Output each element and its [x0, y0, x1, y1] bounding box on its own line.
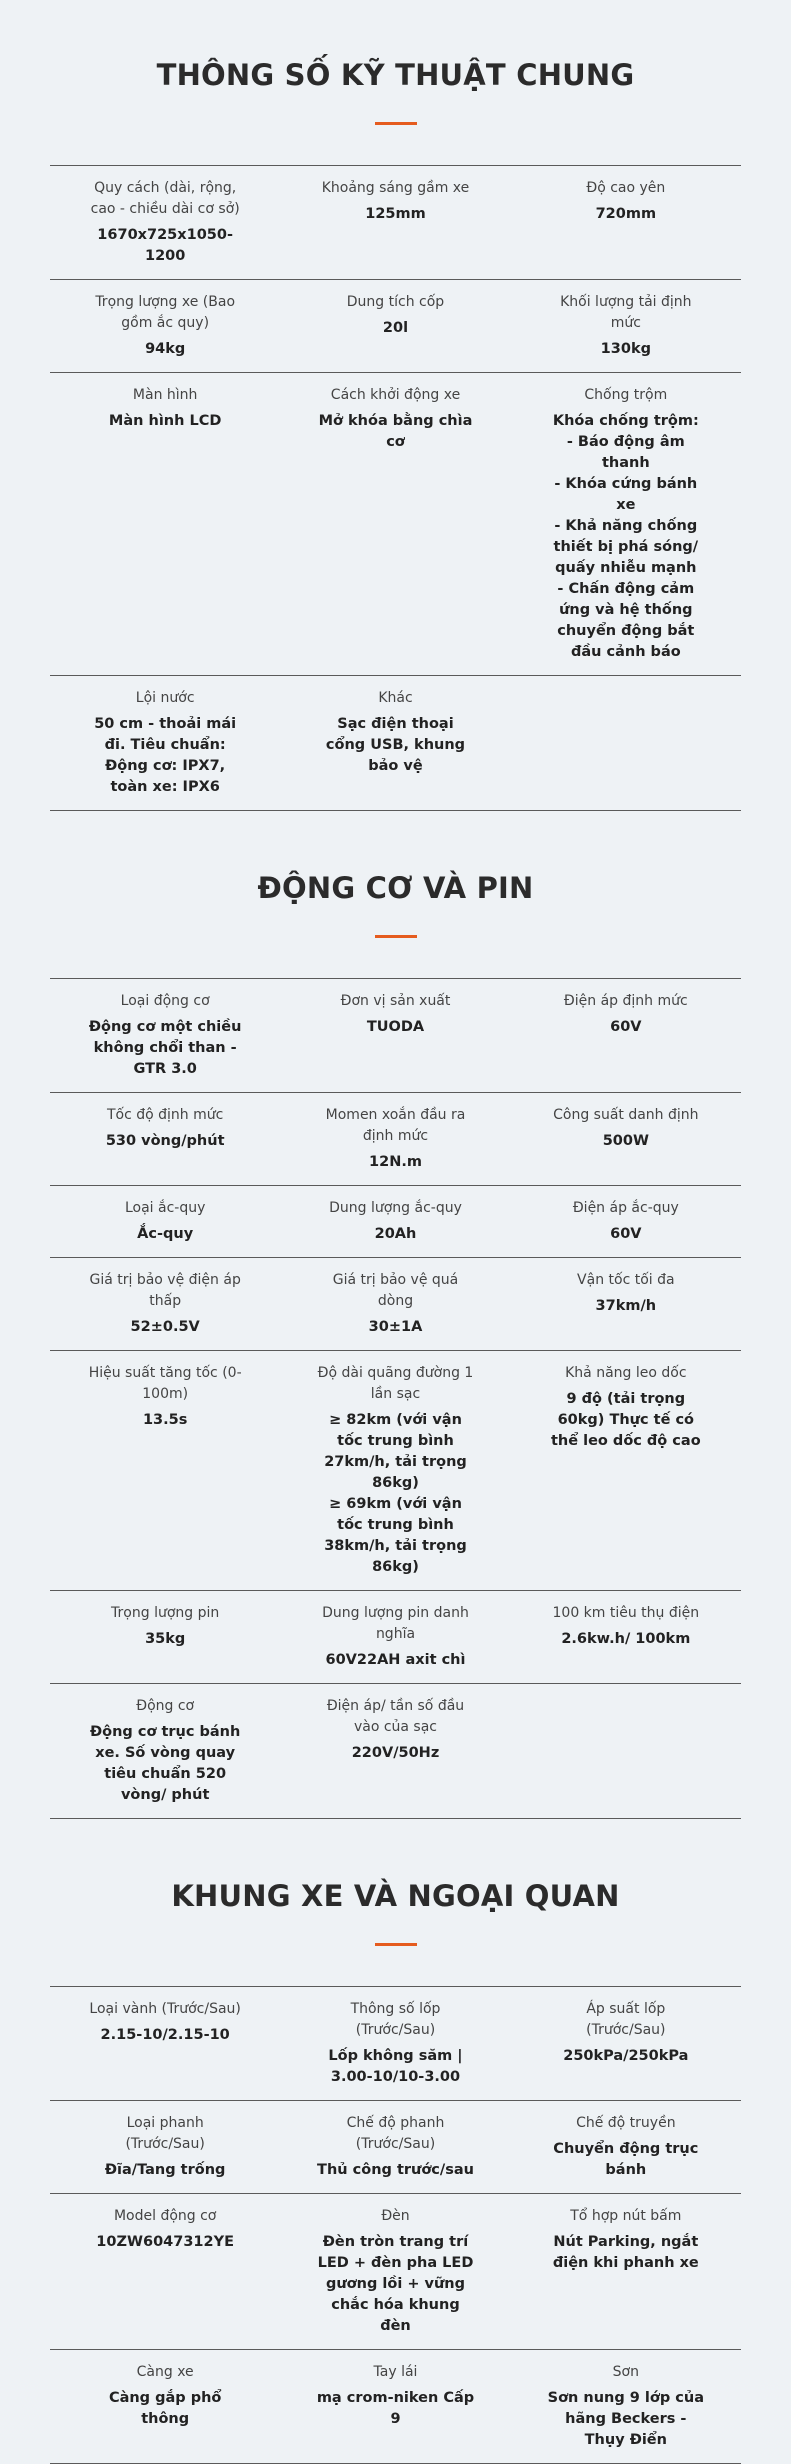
- spec-cell: [511, 292, 741, 360]
- spec-label: Loại động cơ: [120, 993, 210, 1009]
- spec-value: Chuyển động trục bánh: [553, 2141, 699, 2178]
- spec-label: Trọng lượng xe (Bao gồm ắc quy): [95, 294, 236, 331]
- spec-label: Chế độ truyền: [576, 2115, 676, 2131]
- spec-label: Momen xoắn đầu ra định mức: [325, 1107, 466, 1144]
- spec-label: Độ cao yên: [586, 180, 666, 196]
- spec-label: Động cơ: [136, 1698, 195, 1714]
- spec-value: 9 độ (tải trọng 60kg) Thực tế có thể leo dốc độ cao: [550, 1391, 701, 1449]
- spec-cell: [511, 1603, 741, 1671]
- spec-cell: [50, 178, 280, 267]
- spec-value: 52±0.5V: [130, 1319, 200, 1335]
- spec-table: [50, 1986, 741, 2464]
- spec-cell: [280, 385, 510, 663]
- spec-label: Dung lượng ắc-quy: [329, 1200, 462, 1216]
- spec-cell: [511, 1999, 741, 2088]
- spec-row: [50, 1987, 741, 2101]
- spec-value: TUODA: [366, 1019, 425, 1035]
- spec-table: [50, 978, 741, 1819]
- spec-value: Thủ công trước/sau: [317, 2162, 474, 2178]
- spec-value: 2.15-10/2.15-10: [100, 2027, 230, 2043]
- spec-value: ≥ 82km (với vận tốc trung bình 27km/h, tải trọng 86kg) ≥ 69km (với vận tốc trung bình 38km/h, tải trọng 86kg): [324, 1412, 467, 1575]
- spec-cell: [50, 1270, 280, 1338]
- spec-label: Khả năng leo dốc: [565, 1365, 687, 1381]
- spec-row: [50, 1093, 741, 1186]
- spec-cell: [50, 1198, 280, 1245]
- spec-cell: [50, 1999, 280, 2088]
- spec-row: [50, 1591, 741, 1684]
- spec-label: Quy cách (dài, rộng, cao - chiều dài cơ sở): [90, 180, 240, 217]
- spec-cell: [511, 2362, 741, 2451]
- spec-cell: [50, 1603, 280, 1671]
- spec-label: Trọng lượng pin: [111, 1605, 220, 1621]
- spec-label: Giá trị bảo vệ điện áp thấp: [89, 1272, 241, 1309]
- spec-label: Áp suất lốp (Trước/Sau): [586, 2001, 666, 2038]
- spec-row: [50, 166, 741, 280]
- spec-value: 530 vòng/phút: [105, 1133, 225, 1149]
- spec-cell: [50, 991, 280, 1080]
- spec-cell: [280, 1270, 510, 1338]
- spec-cell: [50, 2113, 280, 2181]
- spec-value: 12N.m: [369, 1154, 422, 1170]
- spec-cell: [280, 292, 510, 360]
- spec-value: 220V/50Hz: [351, 1745, 440, 1761]
- spec-value: 125mm: [365, 206, 426, 222]
- spec-label: Giá trị bảo vệ quá dòng: [332, 1272, 459, 1309]
- spec-cell: [280, 991, 510, 1080]
- spec-value: 20Ah: [374, 1226, 417, 1242]
- spec-value: 720mm: [595, 206, 657, 222]
- spec-label: Điện áp/ tần số đầu vào của sạc: [326, 1698, 465, 1735]
- spec-cell: [511, 1105, 741, 1173]
- spec-cell: [50, 292, 280, 360]
- spec-label: Đèn: [381, 2208, 410, 2224]
- spec-label: Loại phanh (Trước/Sau): [125, 2115, 205, 2152]
- spec-label: Chống trộm: [584, 387, 668, 403]
- spec-row: [50, 280, 741, 373]
- spec-value: 30±1A: [368, 1319, 423, 1335]
- spec-value: Đèn tròn trang trí LED + đèn pha LED gương lồi + vững chắc hóa khung đèn: [317, 2234, 474, 2334]
- spec-row: [50, 2101, 741, 2194]
- spec-value: 20l: [382, 320, 409, 336]
- section-divider-accent: [375, 935, 417, 938]
- spec-label: Dung lượng pin danh nghĩa: [322, 1605, 469, 1642]
- spec-label: Đơn vị sản xuất: [340, 993, 451, 1009]
- spec-row: [50, 979, 741, 1093]
- spec-label: Vận tốc tối đa: [577, 1272, 675, 1288]
- spec-cell: [280, 1198, 510, 1245]
- spec-cell: [280, 688, 510, 798]
- spec-value: 13.5s: [142, 1412, 188, 1428]
- spec-value: 37km/h: [595, 1298, 657, 1314]
- spec-label: Công suất danh định: [553, 1107, 699, 1123]
- spec-cell: [50, 1696, 280, 1806]
- spec-value: 60V: [610, 1019, 642, 1035]
- section-title: THÔNG SỐ KỸ THUẬT CHUNG: [156, 58, 635, 92]
- motor-battery-section: [0, 811, 791, 1819]
- spec-value: Càng gắp phổ thông: [108, 2390, 222, 2427]
- spec-label: Model động cơ: [113, 2208, 217, 2224]
- spec-row: [50, 1684, 741, 1819]
- spec-value: Sơn nung 9 lớp của hãng Beckers - Thụy Điển: [547, 2390, 704, 2448]
- spec-cell: [511, 2113, 741, 2181]
- spec-cell: [50, 1105, 280, 1173]
- spec-cell: [280, 1363, 510, 1578]
- spec-label: Khối lượng tải định mức: [560, 294, 692, 331]
- spec-value: 1670x725x1050-1200: [97, 227, 234, 264]
- spec-label: Cách khởi động xe: [330, 387, 461, 403]
- spec-label: Sơn: [612, 2364, 639, 2380]
- spec-value: 250kPa/250kPa: [563, 2048, 689, 2064]
- spec-cell: [50, 2206, 280, 2337]
- spec-value: Động cơ trục bánh xe. Số vòng quay tiêu chuẩn 520 vòng/ phút: [90, 1724, 241, 1803]
- spec-label: 100 km tiêu thụ điện: [552, 1605, 700, 1621]
- spec-cell: [280, 178, 510, 267]
- spec-value: 130kg: [600, 341, 651, 357]
- spec-row: [50, 2194, 741, 2350]
- spec-cell: [50, 385, 280, 663]
- spec-value: mạ crom-niken Cấp 9: [316, 2390, 475, 2427]
- spec-row: [50, 1186, 741, 1258]
- spec-value: Màn hình LCD: [108, 413, 222, 429]
- frame-appearance-section: [0, 1819, 791, 2464]
- spec-label: Chế độ phanh (Trước/Sau): [346, 2115, 445, 2152]
- spec-label: Tốc độ định mức: [106, 1107, 224, 1123]
- spec-value: Ắc-quy: [137, 1226, 194, 1242]
- spec-cell: [280, 1603, 510, 1671]
- spec-cell: [280, 1105, 510, 1173]
- spec-cell: [511, 1363, 741, 1578]
- spec-label: Loại ắc-quy: [124, 1200, 206, 1216]
- spec-cell: [280, 1696, 510, 1806]
- spec-value: Khóa chống trộm: - Báo động âm thanh - Khóa cứng bánh xe - Khả năng chống thiết bị phá sóng/ quấy nhiễu mạnh - Chấn động cảm ứng và hệ thống chuyển động bắt đầu cảnh báo: [552, 413, 699, 660]
- spec-value: 60V22AH axit chì: [325, 1652, 466, 1668]
- spec-row: [50, 2350, 741, 2464]
- spec-cell: [511, 385, 741, 663]
- spec-label: Tay lái: [373, 2364, 418, 2380]
- spec-label: Điện áp định mức: [563, 993, 688, 1009]
- spec-label: Khoảng sáng gầm xe: [321, 180, 470, 196]
- spec-value: Lốp không săm | 3.00-10/10-3.00: [328, 2048, 463, 2085]
- spec-value: 35kg: [145, 1631, 186, 1647]
- spec-label: Lội nước: [135, 690, 195, 706]
- spec-label: Độ dài quãng đường 1 lần sạc: [317, 1365, 474, 1402]
- spec-row: [50, 1258, 741, 1351]
- section-divider-accent: [375, 1943, 417, 1946]
- spec-cell: [511, 688, 741, 798]
- spec-value: Sạc điện thoại cổng USB, khung bảo vệ: [325, 716, 466, 774]
- spec-cell: [50, 1363, 280, 1578]
- general-specs-section: [0, 0, 791, 811]
- spec-value: 2.6kw.h/ 100km: [561, 1631, 691, 1647]
- spec-label: Tổ hợp nút bấm: [570, 2208, 682, 2224]
- spec-label: Loại vành (Trước/Sau): [89, 2001, 241, 2017]
- spec-value: Động cơ một chiều không chổi than - GTR 3.0: [88, 1019, 242, 1077]
- spec-value: Đĩa/Tang trống: [104, 2162, 226, 2178]
- spec-value: 60V: [610, 1226, 642, 1242]
- spec-label: Khác: [378, 690, 413, 706]
- spec-value: 94kg: [145, 341, 186, 357]
- spec-cell: [280, 2113, 510, 2181]
- spec-row: [50, 676, 741, 811]
- spec-row: [50, 373, 741, 676]
- spec-cell: [511, 1198, 741, 1245]
- spec-cell: [511, 2206, 741, 2337]
- spec-label: Càng xe: [136, 2364, 194, 2380]
- spec-value: 500W: [602, 1133, 649, 1149]
- spec-cell: [280, 2362, 510, 2451]
- section-title: ĐỘNG CƠ VÀ PIN: [257, 871, 534, 905]
- spec-row: [50, 1351, 741, 1591]
- spec-cell: [280, 1999, 510, 2088]
- spec-label: Thông số lốp (Trước/Sau): [350, 2001, 441, 2038]
- spec-table: [50, 165, 741, 811]
- spec-label: Điện áp ắc-quy: [572, 1200, 679, 1216]
- spec-cell: [50, 688, 280, 798]
- spec-value: Nút Parking, ngắt điện khi phanh xe: [552, 2234, 699, 2271]
- spec-label: Hiệu suất tăng tốc (0-100m): [88, 1365, 242, 1402]
- section-title: KHUNG XE VÀ NGOẠI QUAN: [171, 1879, 620, 1913]
- spec-cell: [511, 1270, 741, 1338]
- section-divider-accent: [375, 122, 417, 125]
- spec-cell: [50, 2362, 280, 2451]
- spec-label: Dung tích cốp: [346, 294, 445, 310]
- spec-cell: [511, 991, 741, 1080]
- spec-cell: [280, 2206, 510, 2337]
- spec-label: Màn hình: [132, 387, 198, 403]
- spec-value: 50 cm - thoải mái đi. Tiêu chuẩn: Động cơ: IPX7, toàn xe: IPX6: [94, 716, 237, 795]
- spec-cell: [511, 1696, 741, 1806]
- spec-value: 10ZW6047312YE: [96, 2234, 235, 2250]
- spec-cell: [511, 178, 741, 267]
- spec-value: Mở khóa bằng chìa cơ: [318, 413, 473, 450]
